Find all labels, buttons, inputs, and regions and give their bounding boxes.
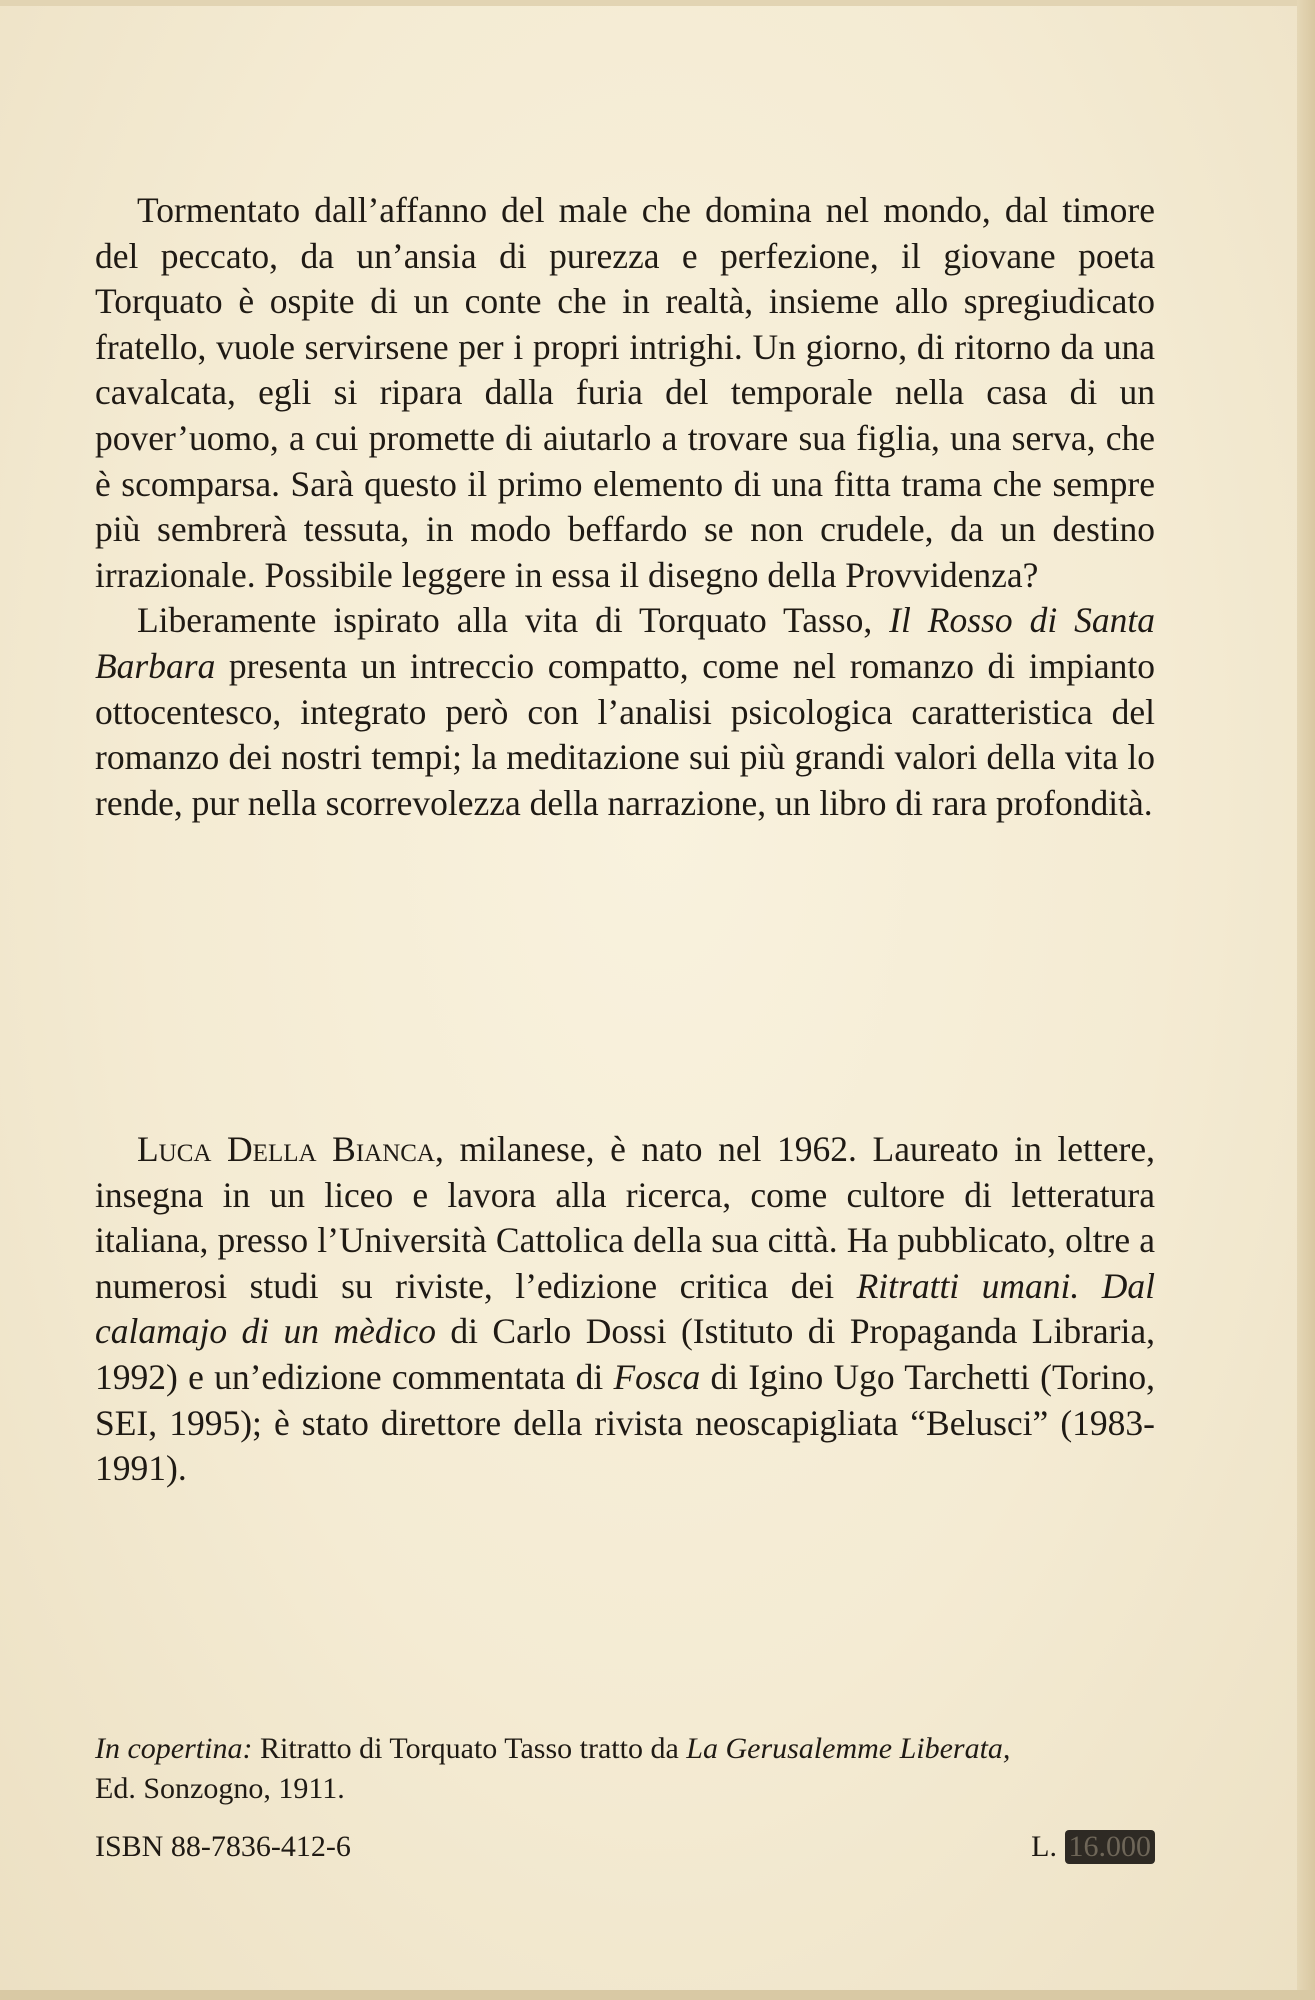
price-value: 16.000 (1065, 1830, 1156, 1864)
author-bio-text-a: , milanese, è nato nel 1962. Laureato in lettere, insegna in un liceo e lavora alla ricerca, come cultore di letteratura italiana, presso l’Università Cattolica della sua città. Ha pubblicato, oltre a numerosi studi su riviste, l’edizione critica dei (95, 1129, 1155, 1306)
price-tag (1031, 1830, 1155, 1864)
cover-footer (95, 1830, 1155, 1870)
cover-credit-text-a: Ritratto di Torquato Tasso tratto da (252, 1732, 687, 1765)
cover-credit (95, 1729, 1155, 1809)
cover-bottom-edge (0, 1990, 1315, 2000)
book-title: Il Rosso di Santa Barbara (95, 600, 1155, 686)
blurb-p2-text-a: Liberamente ispirato alla vita di Torquato Tasso, (137, 600, 890, 641)
blurb-paragraph-2 (95, 598, 1155, 826)
blurb-paragraph-1: Tormentato dall’affanno del male che domina nel mondo, dal timore del peccato, da un’ansia di purezza e perfezione, il giovane poeta Torquato è ospite di un conte che in realtà, insieme allo spregiudicato fratello, vuole servirsene per i propri intrighi. Un giorno, di ritorno da una cavalcata, egli si ripara dalla furia del temporale nella casa di un pover’uomo, a cui promette di aiutarlo a trovare sua figlia, una serva, che è scomparsa. Sarà questo il primo elemento di una fitta trama che sempre più sembrerà tessuta, in modo beffardo se non crudele, da un destino irrazionale. Possibile leggere in essa il disegno della Provvidenza? (95, 190, 1155, 595)
isbn-number: ISBN 88-7836-412-6 (95, 1830, 351, 1863)
price-prefix: L. (1031, 1830, 1065, 1863)
author-name: Luca Della Bianca (137, 1129, 435, 1169)
edited-work-title: Ritratti umani. Dal calamajo di un mèdico (95, 1265, 1155, 1352)
cover-credit-work: La Gerusalemme Liberata, (686, 1732, 1011, 1765)
cover-right-edge (1297, 0, 1315, 2000)
commented-work-title: Fosca (613, 1356, 701, 1397)
author-bio-text-b: di Carlo Dossi (Istituto di Propaganda Libraria, 1992) e un’edizione commentata di (95, 1311, 1156, 1397)
cover-credit-label: In copertina: (95, 1732, 253, 1765)
book-blurb (95, 188, 1155, 826)
author-bio (95, 1127, 1155, 1492)
cover-top-edge (0, 0, 1315, 6)
blurb-p2-text-b: presenta un intreccio compatto, come nel romanzo di impianto ottocentesco, integrato però con l’analisi psicologica caratteristica del romanzo dei nostri tempi; la meditazione sui più grandi valori della vita lo rende, pur nella scorrevolezza della narrazione, un libro di rara profondità. (95, 645, 1155, 823)
author-bio-paragraph (95, 1127, 1155, 1492)
author-bio-text-c: di Igino Ugo Tarchetti (Torino, SEI, 1995); è stato direttore della rivista neoscapigliata “Belusci” (1983-1991). (95, 1356, 1155, 1489)
cover-credit-text-b: Ed. Sonzogno, 1911. (95, 1772, 345, 1805)
